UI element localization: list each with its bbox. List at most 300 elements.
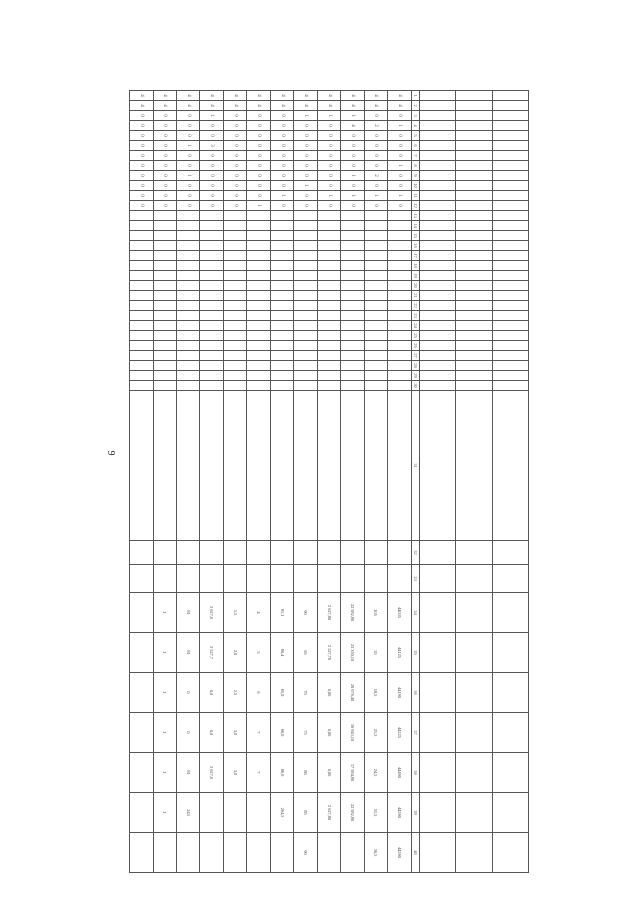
table-row (341, 91, 364, 873)
value-cell: 16 943,10 (341, 713, 364, 753)
code-cell: 0 (247, 151, 270, 161)
code-cell (364, 241, 387, 251)
description-cell (130, 391, 154, 541)
code-cell (130, 261, 154, 271)
code-cell: 0 (294, 161, 317, 171)
code-cell (223, 221, 246, 231)
header-cell (456, 341, 492, 351)
code-cell: 1 (294, 181, 317, 191)
code-cell (153, 301, 176, 311)
code-cell: 0 (317, 181, 340, 191)
code-cell: 0 (270, 141, 293, 151)
code-cell (200, 371, 223, 381)
code-cell (388, 291, 411, 301)
header-cell (456, 251, 492, 261)
column-number-row (411, 91, 419, 873)
code-cell (247, 301, 270, 311)
code-cell (341, 381, 364, 391)
code-cell: 0 (176, 191, 199, 201)
header-cell (456, 565, 492, 593)
header-cell (456, 793, 492, 833)
header-cell (419, 161, 455, 171)
rotated-page (129, 90, 529, 858)
value-cell: 80,4 (270, 633, 293, 673)
code-cell (223, 381, 246, 391)
header-cell (419, 793, 455, 833)
code-cell (270, 381, 293, 391)
code-cell: 0 (130, 131, 154, 141)
unit-cell (341, 541, 364, 565)
header-cell (456, 311, 492, 321)
code-cell (247, 321, 270, 331)
column-number: 16 (411, 241, 419, 251)
base-value-cell (176, 565, 199, 593)
header-row (492, 91, 528, 873)
code-cell: 0 (294, 121, 317, 131)
value-cell (200, 833, 223, 873)
code-cell (317, 291, 340, 301)
code-cell (247, 351, 270, 361)
code-cell: 0 (223, 201, 246, 211)
code-cell (270, 311, 293, 321)
header-cell (492, 171, 528, 181)
header-cell (419, 565, 455, 593)
code-cell: 0 (317, 141, 340, 151)
code-cell (176, 271, 199, 281)
code-cell (153, 231, 176, 241)
description-cell (270, 391, 293, 541)
value-cell: 2 527,70 (317, 633, 340, 673)
value-cell: 23 350,10 (341, 633, 364, 673)
code-cell (341, 361, 364, 371)
column-number: 37 (411, 713, 419, 753)
header-cell (492, 565, 528, 593)
code-cell (223, 241, 246, 251)
header-cell (456, 261, 492, 271)
header-cell (419, 121, 455, 131)
value-cell: 65 (294, 633, 317, 673)
code-cell: 0 (153, 141, 176, 151)
unit-cell (153, 541, 176, 565)
header-cell (492, 341, 528, 351)
code-cell (200, 251, 223, 261)
code-cell (364, 351, 387, 361)
header-cell (492, 593, 528, 633)
value-cell: 44125 (388, 633, 411, 673)
column-number: 15 (411, 231, 419, 241)
code-cell (364, 251, 387, 261)
unit-cell (364, 541, 387, 565)
header-cell (456, 321, 492, 331)
header-cell (419, 833, 455, 873)
code-cell (270, 291, 293, 301)
rotated-table-wrapper (129, 90, 529, 858)
code-cell: 0 (270, 121, 293, 131)
code-cell (294, 361, 317, 371)
code-cell (341, 261, 364, 271)
header-cell (492, 101, 528, 111)
description-cell (176, 391, 199, 541)
code-cell (388, 301, 411, 311)
header-cell (419, 331, 455, 341)
code-cell (364, 261, 387, 271)
code-cell: 1 (317, 111, 340, 121)
code-cell: 0 (270, 131, 293, 141)
code-cell (247, 231, 270, 241)
code-cell (200, 241, 223, 251)
code-cell: 0 (317, 151, 340, 161)
code-cell (364, 231, 387, 241)
column-number: 33 (411, 565, 419, 593)
value-cell: 6 (247, 673, 270, 713)
header-cell (419, 633, 455, 673)
code-cell: 0 (153, 191, 176, 201)
header-cell (492, 211, 528, 221)
code-cell (364, 221, 387, 231)
code-cell (341, 341, 364, 351)
header-cell (419, 241, 455, 251)
header-cell (492, 833, 528, 873)
header-cell (492, 271, 528, 281)
code-cell (294, 321, 317, 331)
value-cell: 1,5 (223, 593, 246, 633)
value-cell: 75 (294, 713, 317, 753)
code-cell: 0 (317, 171, 340, 181)
code-cell (247, 251, 270, 261)
header-cell (419, 261, 455, 271)
header-cell (492, 361, 528, 371)
code-cell (247, 271, 270, 281)
code-cell: 0 (223, 171, 246, 181)
code-cell (247, 281, 270, 291)
header-cell (456, 633, 492, 673)
code-cell (223, 331, 246, 341)
base-value-cell (223, 565, 246, 593)
code-cell (176, 341, 199, 351)
column-number: 22 (411, 301, 419, 311)
header-cell (456, 331, 492, 341)
unit-cell (200, 541, 223, 565)
code-cell: 0 (364, 141, 387, 151)
value-cell: 17 384,80 (341, 753, 364, 793)
code-cell: 4 (130, 91, 154, 101)
value-cell: 7 (247, 713, 270, 753)
header-cell (419, 351, 455, 361)
header-cell (456, 281, 492, 291)
value-cell: 91,1 (270, 593, 293, 633)
header-cell (419, 593, 455, 633)
code-cell (294, 371, 317, 381)
code-cell (317, 341, 340, 351)
header-cell (492, 291, 528, 301)
code-cell (317, 371, 340, 381)
header-cell (456, 181, 492, 191)
code-cell: 0 (247, 171, 270, 181)
unit-cell (130, 541, 154, 565)
code-cell (130, 221, 154, 231)
code-cell: 0 (270, 161, 293, 171)
header-cell (419, 171, 455, 181)
code-cell: 0 (247, 111, 270, 121)
code-cell (223, 231, 246, 241)
header-cell (456, 91, 492, 101)
code-cell: 0 (130, 141, 154, 151)
code-cell (317, 231, 340, 241)
code-cell: 0 (200, 171, 223, 181)
header-cell (419, 311, 455, 321)
code-cell (223, 321, 246, 331)
code-cell: 4 (317, 101, 340, 111)
code-cell (388, 221, 411, 231)
code-cell: 0 (153, 111, 176, 121)
base-value-cell (200, 565, 223, 593)
base-value-cell (388, 565, 411, 593)
code-cell (364, 321, 387, 331)
code-cell (294, 341, 317, 351)
header-cell (492, 793, 528, 833)
column-number: 31 (411, 391, 419, 541)
code-cell (153, 211, 176, 221)
code-cell (130, 291, 154, 301)
code-cell (294, 301, 317, 311)
header-cell (456, 673, 492, 713)
header-cell (492, 261, 528, 271)
code-cell: 0 (270, 151, 293, 161)
code-cell: 0 (153, 171, 176, 181)
code-cell (200, 331, 223, 341)
code-cell: 4 (341, 101, 364, 111)
value-cell: 2 627,8 (200, 593, 223, 633)
description-cell (364, 391, 387, 541)
column-number: 28 (411, 361, 419, 371)
value-cell: 0 (176, 713, 199, 753)
code-cell: 0 (247, 191, 270, 201)
code-cell (388, 251, 411, 261)
value-cell: 1 (153, 673, 176, 713)
code-cell: 4 (130, 101, 154, 111)
value-cell: 86,0 (270, 753, 293, 793)
code-cell (270, 231, 293, 241)
code-cell (153, 341, 176, 351)
code-cell (200, 281, 223, 291)
code-cell: 0 (364, 181, 387, 191)
code-cell (294, 221, 317, 231)
column-number: 38 (411, 753, 419, 793)
code-cell: 0 (247, 131, 270, 141)
code-cell (317, 271, 340, 281)
value-cell: 1 (153, 753, 176, 793)
code-cell: 0 (223, 111, 246, 121)
header-cell (419, 251, 455, 261)
code-cell (364, 341, 387, 351)
header-cell (492, 713, 528, 753)
table-row (294, 91, 317, 873)
value-cell: 22 582,80 (341, 593, 364, 633)
code-cell: 0 (200, 201, 223, 211)
value-cell (130, 593, 154, 633)
code-cell: 0 (388, 151, 411, 161)
value-cell: 66,0 (270, 713, 293, 753)
code-cell (153, 271, 176, 281)
code-cell (364, 331, 387, 341)
header-cell (456, 713, 492, 753)
code-cell (176, 371, 199, 381)
code-cell (200, 211, 223, 221)
code-cell (341, 251, 364, 261)
code-cell (247, 341, 270, 351)
code-cell (317, 281, 340, 291)
code-cell: 0 (223, 191, 246, 201)
table-row (223, 91, 246, 873)
code-cell: 0 (130, 191, 154, 201)
value-cell (317, 833, 340, 873)
code-cell (364, 281, 387, 291)
code-cell: 1 (341, 191, 364, 201)
description-cell (153, 391, 176, 541)
column-number: 6 (411, 141, 419, 151)
code-cell (130, 301, 154, 311)
column-number: 29 (411, 371, 419, 381)
header-cell (456, 541, 492, 565)
value-cell: 44035 (388, 593, 411, 633)
code-cell (200, 321, 223, 331)
description-cell (247, 391, 270, 541)
description-cell (223, 391, 246, 541)
code-cell: 0 (364, 201, 387, 211)
code-cell (223, 371, 246, 381)
code-cell: 0 (176, 161, 199, 171)
column-number: 4 (411, 121, 419, 131)
value-cell: 2,0 (223, 633, 246, 673)
code-cell: 4 (200, 101, 223, 111)
value-cell: 30,5 (364, 833, 387, 873)
code-cell (130, 381, 154, 391)
code-cell (270, 361, 293, 371)
header-cell (419, 341, 455, 351)
header-cell (419, 713, 455, 753)
code-cell: 0 (247, 161, 270, 171)
code-cell (388, 271, 411, 281)
code-cell: 0 (341, 201, 364, 211)
column-number: 7 (411, 151, 419, 161)
value-cell (130, 673, 154, 713)
value-cell (130, 713, 154, 753)
code-cell (388, 311, 411, 321)
code-cell (223, 251, 246, 261)
column-number: 36 (411, 673, 419, 713)
code-cell: 1 (388, 161, 411, 171)
code-cell: 1 (176, 141, 199, 151)
code-cell (364, 311, 387, 321)
column-number: 3 (411, 111, 419, 121)
code-cell (176, 261, 199, 271)
value-cell: 81 (176, 593, 199, 633)
column-number: 39 (411, 793, 419, 833)
base-value-cell (247, 565, 270, 593)
code-cell (364, 271, 387, 281)
header-cell (419, 231, 455, 241)
code-cell (247, 371, 270, 381)
code-cell (153, 261, 176, 271)
header-cell (492, 221, 528, 231)
header-cell (456, 241, 492, 251)
column-number: 32 (411, 541, 419, 565)
value-cell: 22 582,80 (341, 793, 364, 833)
code-cell (364, 291, 387, 301)
value-cell: 3,0 (223, 713, 246, 753)
column-number: 27 (411, 351, 419, 361)
code-cell: 0 (341, 141, 364, 151)
header-cell (456, 221, 492, 231)
code-cell (223, 211, 246, 221)
code-cell (200, 361, 223, 371)
value-cell: 70 (294, 673, 317, 713)
value-cell (130, 753, 154, 793)
code-cell (317, 311, 340, 321)
header-cell (419, 91, 455, 101)
header-cell (419, 111, 455, 121)
value-cell (176, 833, 199, 873)
code-cell: 0 (176, 121, 199, 131)
header-cell (492, 111, 528, 121)
code-cell: 0 (130, 151, 154, 161)
code-cell: 4 (270, 91, 293, 101)
header-cell (419, 753, 455, 793)
column-number: 23 (411, 311, 419, 321)
code-cell (388, 211, 411, 221)
code-cell: 0 (341, 131, 364, 141)
code-cell (130, 331, 154, 341)
value-cell: 44590 (388, 793, 411, 833)
code-cell (270, 331, 293, 341)
header-cell (492, 371, 528, 381)
code-cell (176, 361, 199, 371)
header-cell (419, 181, 455, 191)
code-cell: 0 (270, 171, 293, 181)
table-row (364, 91, 387, 873)
code-cell (294, 281, 317, 291)
value-cell (200, 793, 223, 833)
code-cell (317, 251, 340, 261)
header-cell (456, 101, 492, 111)
code-cell (294, 331, 317, 341)
code-cell: 1 (200, 111, 223, 121)
code-cell (341, 371, 364, 381)
header-cell (492, 151, 528, 161)
value-cell (247, 793, 270, 833)
code-cell (317, 381, 340, 391)
code-cell: 0 (200, 191, 223, 201)
code-cell (223, 311, 246, 321)
column-number: 18 (411, 261, 419, 271)
code-cell: 0 (130, 111, 154, 121)
value-cell: 24,5 (364, 753, 387, 793)
code-cell: 0 (341, 151, 364, 161)
code-cell (176, 221, 199, 231)
header-cell (419, 381, 455, 391)
header-cell (456, 593, 492, 633)
code-cell (176, 301, 199, 311)
code-cell (270, 241, 293, 251)
header-cell (456, 351, 492, 361)
header-cell (456, 753, 492, 793)
code-cell: 0 (364, 151, 387, 161)
value-cell (153, 833, 176, 873)
code-cell: 0 (153, 161, 176, 171)
value-cell: 35 (364, 633, 387, 673)
unit-cell (270, 541, 293, 565)
header-row (456, 91, 492, 873)
